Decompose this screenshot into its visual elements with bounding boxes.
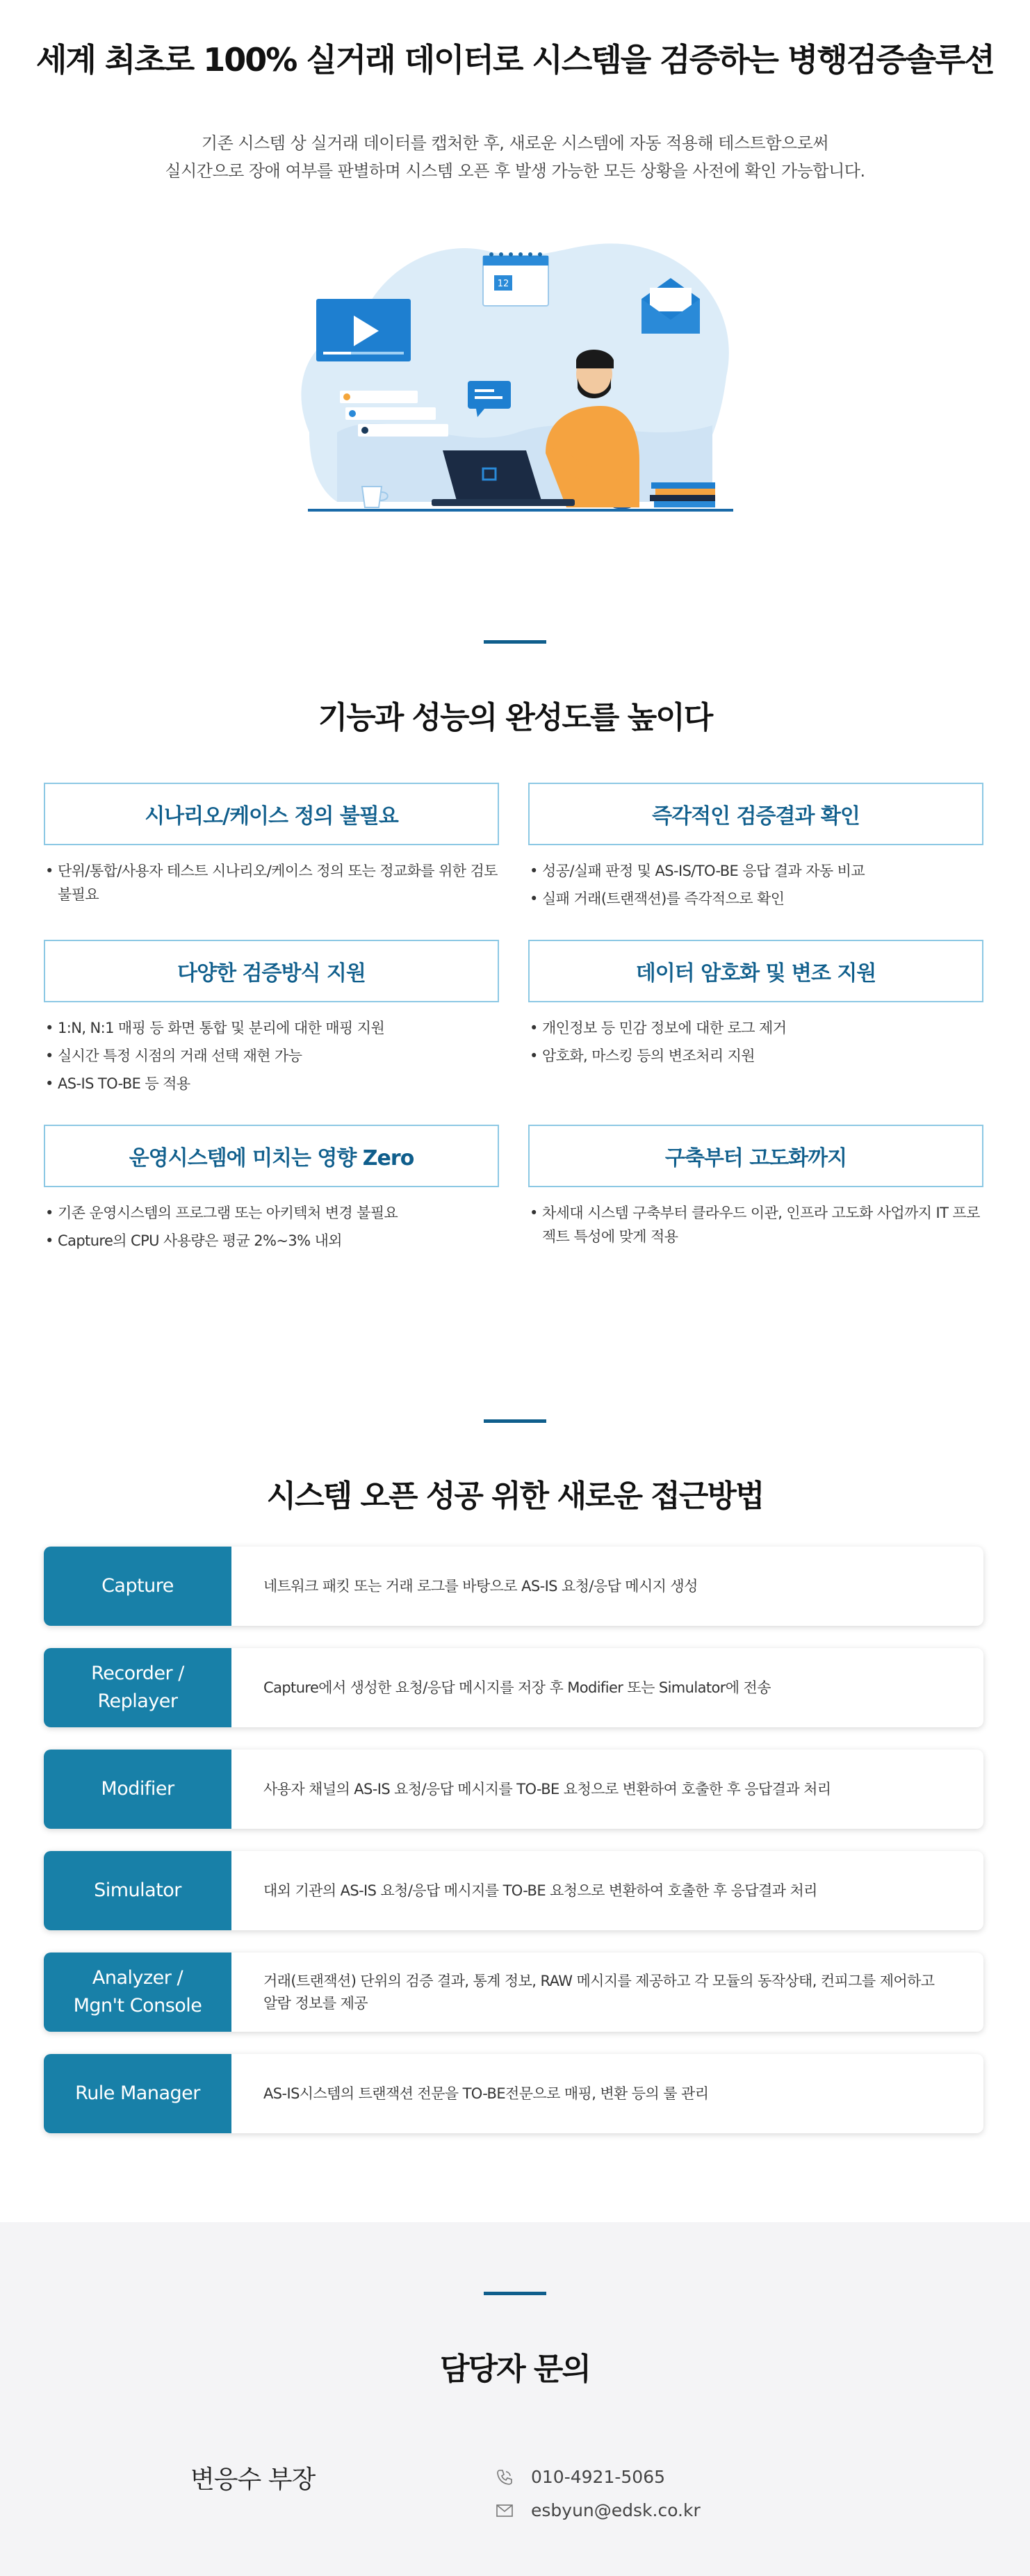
approach-row-label	[44, 1648, 231, 1727]
feature-bullet-list	[44, 859, 499, 906]
contact-name: 변응수 부장	[190, 2465, 316, 2494]
feature-bullet-list	[528, 859, 983, 911]
section-divider-bar	[484, 1419, 546, 1423]
contact-phone[interactable]	[495, 2467, 665, 2487]
feature-card-title: 운영시스템에 미치는 영향 Zero	[44, 1125, 499, 1187]
feature-bullet: • 개인정보 등 민감 정보에 대한 로그 제거	[528, 1016, 983, 1040]
feature-bullet-list	[528, 1016, 983, 1068]
approach-row-description: 네트워크 패킷 또는 거래 로그를 바탕으로 AS-IS 요청/응답 메시지 생성	[263, 1578, 698, 1595]
approach-label-line: Replayer	[97, 1690, 178, 1712]
feature-card	[44, 783, 499, 911]
approach-label-line: Modifier	[101, 1778, 174, 1800]
approach-label-line: Rule Manager	[75, 2082, 200, 2104]
approach-row-simulator	[44, 1851, 983, 1930]
feature-bullet: • 암호화, 마스킹 등의 변조처리 지원	[528, 1044, 983, 1068]
hero-desc-line-1: 기존 시스템 상 실거래 데이터를 캡처한 후, 새로운 시스템에 자동 적용해 테스트함으로써	[201, 133, 829, 153]
feature-bullet-list	[528, 1201, 983, 1248]
calendar-icon	[483, 252, 548, 306]
contact-section	[0, 2222, 1030, 2576]
contact-email[interactable]	[495, 2500, 701, 2520]
envelope-icon	[495, 2501, 514, 2520]
books-icon	[650, 482, 715, 507]
feature-card-title: 데이터 암호화 및 변조 지원	[528, 940, 983, 1002]
approach-label-line: Recorder /	[91, 1663, 184, 1684]
approach-row-label	[44, 1953, 231, 2032]
hero-section	[0, 0, 1030, 570]
feature-card	[528, 1125, 983, 1253]
hero-title: 세계 최초로 100% 실거래 데이터로 시스템을 검증하는 병행검증솔루션	[36, 41, 994, 79]
approach-row-analyzer	[44, 1953, 983, 2032]
section-divider-bar	[484, 640, 546, 644]
approach-label-line: Simulator	[94, 1880, 181, 1901]
approach-row-description: AS-IS시스템의 트랜잭션 전문을 TO-BE전문으로 매핑, 변환 등의 룰 관리	[263, 2085, 709, 2102]
feature-card	[44, 940, 499, 1100]
feature-bullet-list	[44, 1201, 499, 1253]
approach-row-description: Capture에서 생성한 요청/응답 메시지를 저장 후 Modifier 또는 Simulator에 전송	[263, 1679, 771, 1696]
svg-text:12: 12	[497, 279, 509, 289]
approach-row-description: 대외 기관의 AS-IS 요청/응답 메시지를 TO-BE 요청으로 변환하여 호출한 후 응답결과 처리	[263, 1882, 817, 1899]
feature-bullet-list	[44, 1016, 499, 1095]
feature-bullet: • 단위/통합/사용자 테스트 시나리오/케이스 정의 또는 정교화를 위한 검토 불필요	[44, 859, 499, 906]
feature-card-title: 구축부터 고도화까지	[528, 1125, 983, 1187]
approach-label-line: Capture	[101, 1575, 174, 1597]
feature-card-title: 즉각적인 검증결과 확인	[528, 783, 983, 845]
approach-row-label	[44, 2054, 231, 2133]
feature-bullet: • 기존 운영시스템의 프로그램 또는 아키텍처 변경 불필요	[44, 1201, 499, 1225]
approach-title: 시스템 오픈 성공 위한 새로운 접근방법	[266, 1478, 764, 1514]
approach-row-description: 사용자 채널의 AS-IS 요청/응답 메시지를 TO-BE 요청으로 변환하여 호출한 후 응답결과 처리	[263, 1781, 831, 1798]
contact-email-text: esbyun@edsk.co.kr	[531, 2500, 701, 2520]
phone-icon	[495, 2468, 514, 2487]
play-icon	[316, 299, 411, 361]
feature-bullet: • AS-IS TO-BE 등 적용	[44, 1072, 499, 1095]
hero-illustration	[281, 224, 749, 516]
hero-description	[0, 129, 1030, 185]
feature-bullet: • 1:N, N:1 매핑 등 화면 통합 및 분리에 대한 매핑 지원	[44, 1016, 499, 1040]
approach-label-line: Mgn't Console	[73, 1995, 202, 2016]
hero-desc-line-2: 실시간으로 장애 여부를 판별하며 시스템 오픈 후 발생 가능한 모든 상황을 사전에 확인 가능합니다.	[165, 161, 865, 181]
feature-bullet: • 실시간 특정 시점의 거래 선택 재현 가능	[44, 1044, 499, 1068]
approach-section	[0, 1348, 1030, 2222]
approach-row-recorder	[44, 1648, 983, 1727]
approach-row-capture	[44, 1547, 983, 1626]
contact-phone-text: 010-4921-5065	[531, 2467, 666, 2487]
approach-row-label	[44, 1750, 231, 1829]
approach-row-label	[44, 1547, 231, 1626]
contact-title: 담당자 문의	[440, 2351, 590, 2387]
feature-bullet: • 차세대 시스템 구축부터 클라우드 이관, 인프라 고도화 사업까지 IT 프로젝트 특성에 맞게 적용	[528, 1201, 983, 1248]
approach-row-rule-manager	[44, 2054, 983, 2133]
approach-label-line: Analyzer /	[92, 1967, 183, 1989]
features-section	[0, 570, 1030, 1348]
feature-bullet: • 실패 거래(트랜잭션)를 즉각적으로 확인	[528, 887, 983, 911]
feature-card	[528, 783, 983, 915]
approach-row-modifier	[44, 1750, 983, 1829]
features-title: 기능과 성능의 완성도를 높이다	[318, 700, 712, 735]
section-divider-bar	[484, 2292, 546, 2295]
feature-card-title: 시나리오/케이스 정의 불필요	[44, 783, 499, 845]
feature-card	[528, 940, 983, 1072]
approach-row-label	[44, 1851, 231, 1930]
feature-bullet: • 성공/실패 판정 및 AS-IS/TO-BE 응답 결과 자동 비교	[528, 859, 983, 883]
approach-row-description: 거래(트랜잭션) 단위의 검증 결과, 통계 정보, RAW 메시지를 제공하고 각 모듈의 동작상태, 컨피그를 제어하고 알람 정보를 제공	[263, 1973, 935, 2012]
feature-bullet: • Capture의 CPU 사용량은 평균 2%~3% 내외	[44, 1229, 499, 1253]
feature-card	[44, 1125, 499, 1257]
feature-card-title: 다양한 검증방식 지원	[44, 940, 499, 1002]
